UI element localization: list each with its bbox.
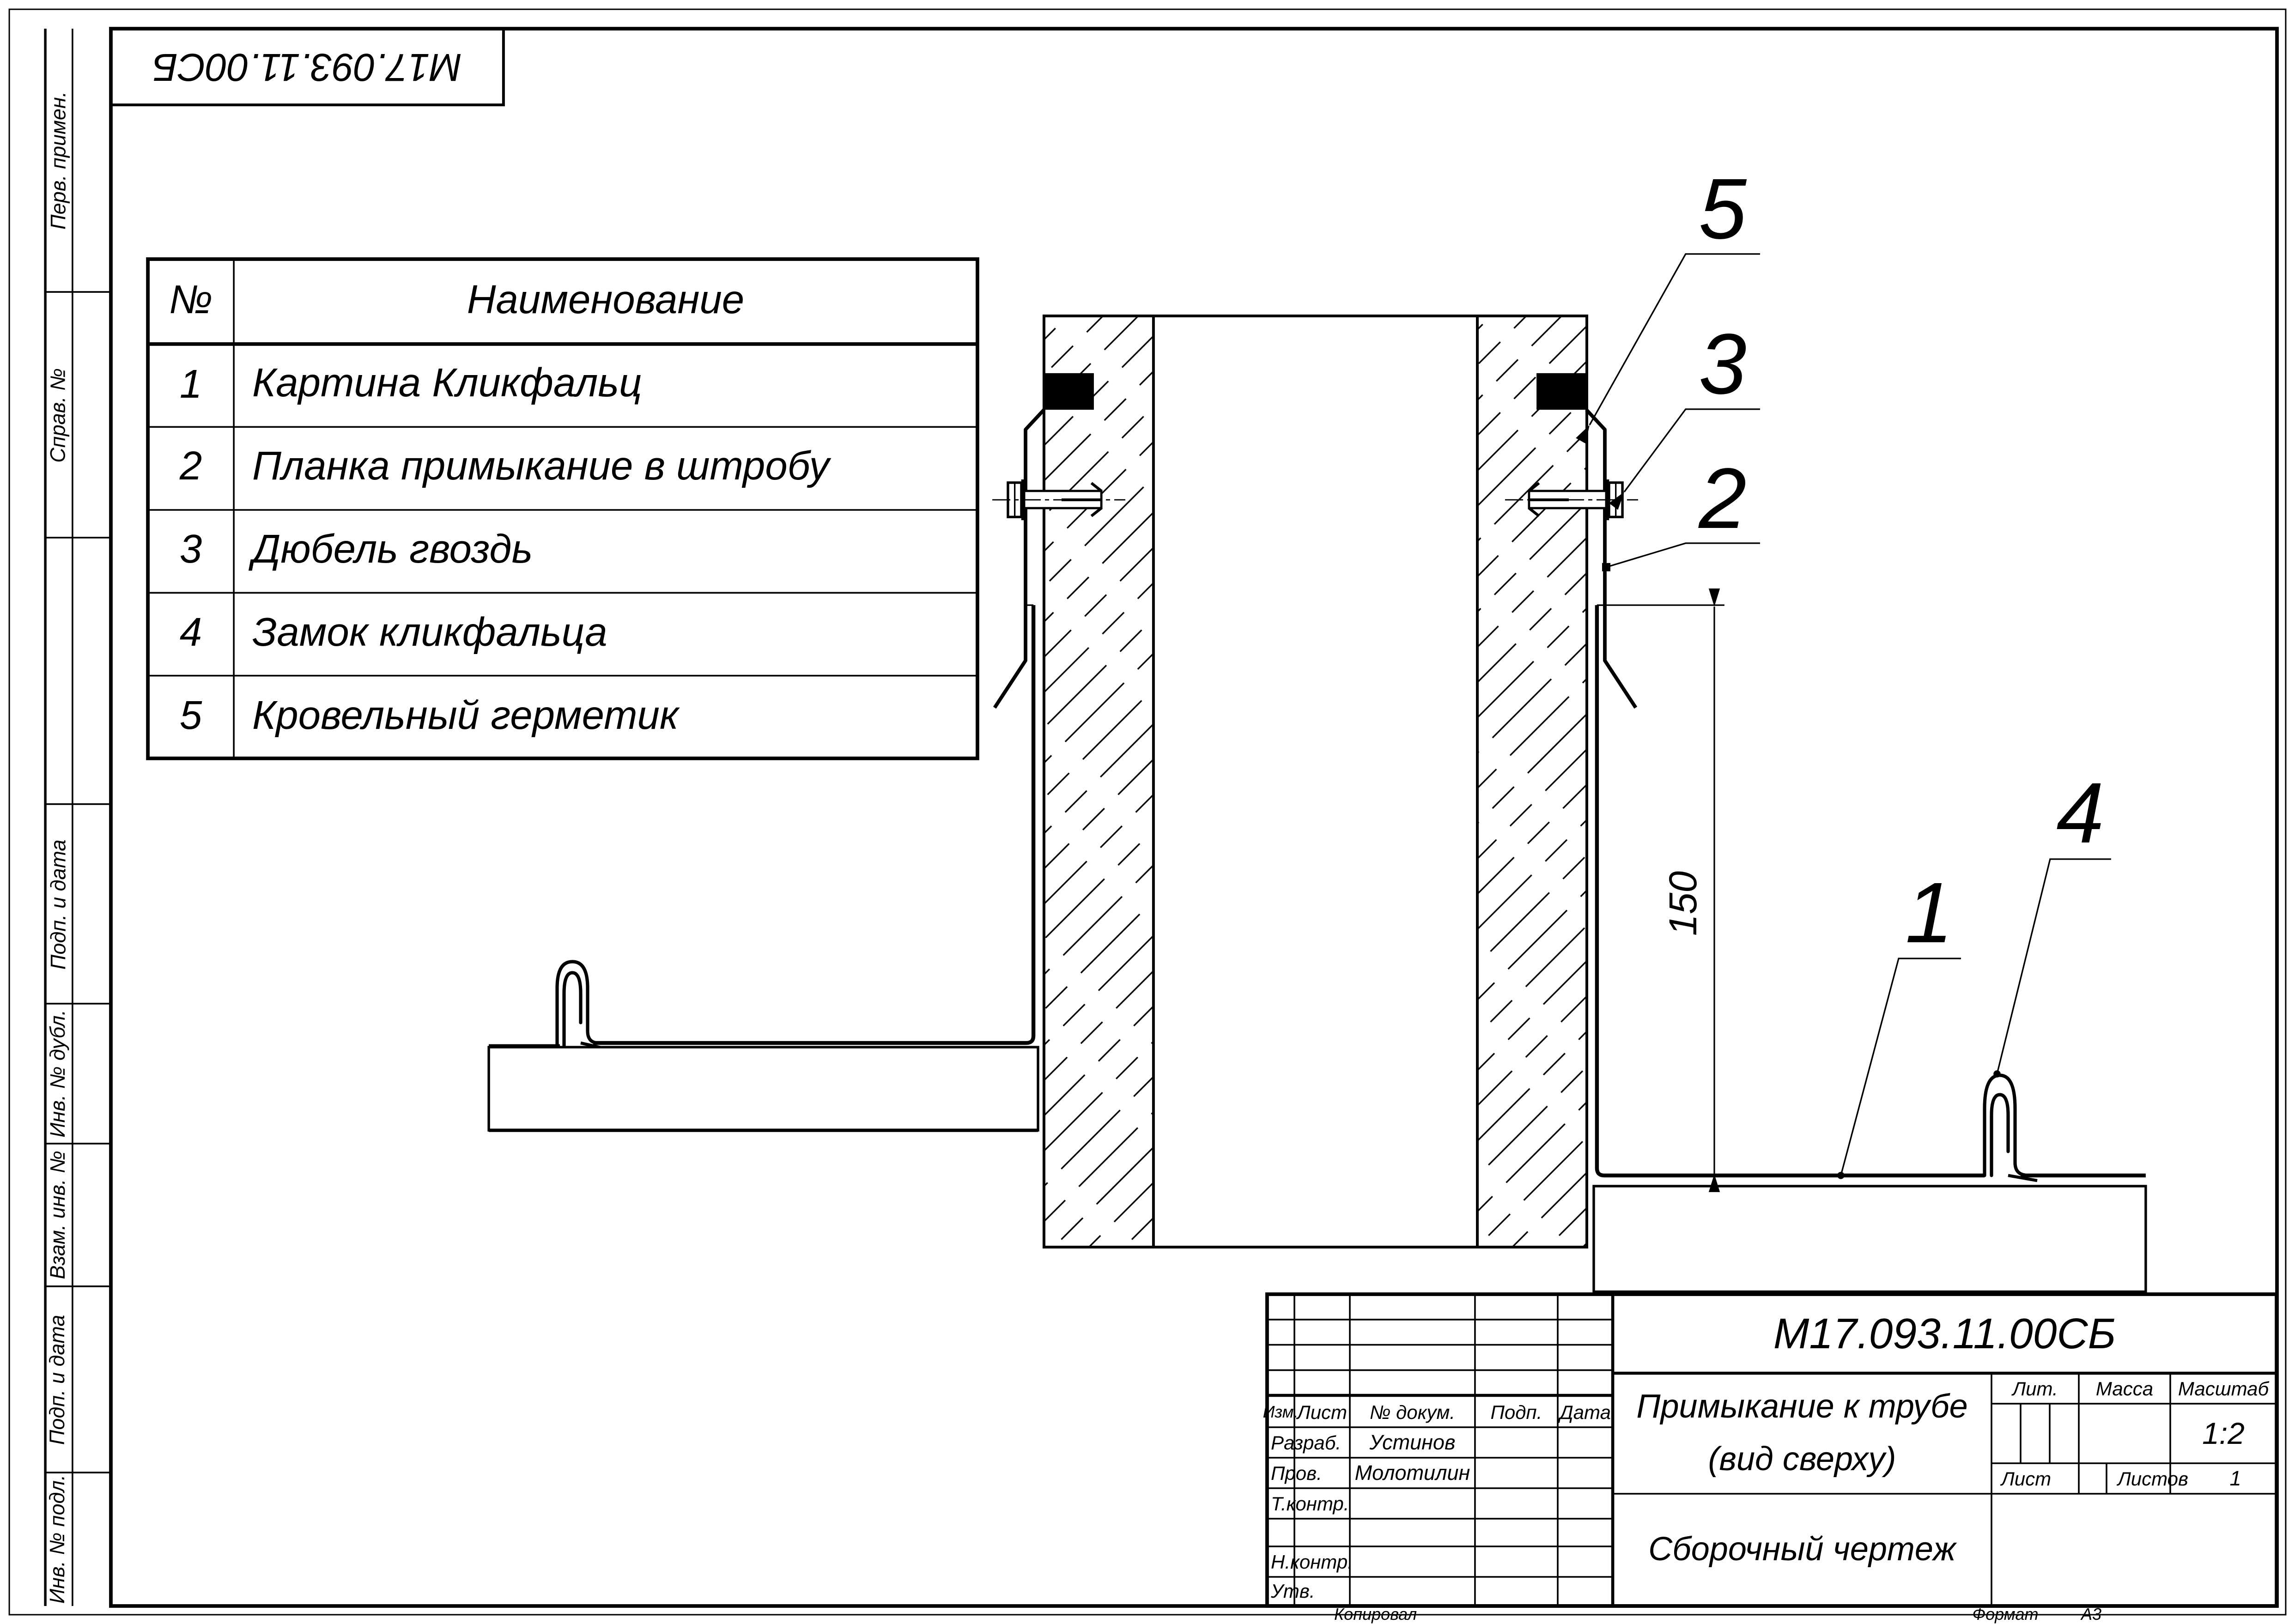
parts-col-name: Наименование: [467, 279, 745, 323]
margin-label-vzam-inv-no: Взам. инв. №: [47, 1151, 71, 1279]
margin-label-podp-i-data-2: Подп. и дата: [47, 1314, 71, 1445]
sealant-right: [1536, 373, 1586, 410]
footer-format-label: Формат: [1972, 1605, 2039, 1624]
parts-row-num: 1: [179, 363, 202, 407]
dimension-150-value: 150: [1661, 871, 1705, 936]
tb-col-izm: Изм.: [1263, 1401, 1299, 1421]
tb-lit: Лит.: [2012, 1377, 2058, 1400]
callout-1-dot: [1837, 1172, 1845, 1179]
margin-label-inv-no-dubl: Инв. № дубл.: [47, 1010, 71, 1138]
tb-col-doc: № докум.: [1369, 1400, 1455, 1423]
tb-name-prov: Молотилин: [1354, 1461, 1470, 1485]
tb-title-line1: Примыкание к трубе: [1636, 1388, 1968, 1426]
tb-row-prov: Пров.: [1271, 1462, 1322, 1484]
tb-col-list: Лист: [1297, 1400, 1348, 1423]
parts-col-num: №: [169, 279, 213, 323]
tb-scale-value: 1:2: [2202, 1415, 2245, 1450]
callout-4: 4: [2056, 765, 2104, 861]
tb-row-razrab: Разраб.: [1271, 1431, 1342, 1454]
tb-col-data: Дата: [1560, 1400, 1611, 1423]
tb-row-tkontr: Т.контр.: [1271, 1492, 1349, 1515]
roof-deck-left: [489, 1047, 1038, 1130]
tb-listov-value: 1: [2229, 1466, 2241, 1491]
parts-row-name: Планка примыкание в штробу: [252, 445, 830, 490]
roof-deck-right: [1594, 1186, 2146, 1292]
pipe-wall-right: [1477, 316, 1587, 1247]
parts-row-name: Дюбель гвоздь: [252, 528, 533, 572]
tb-listov: Листов: [2118, 1467, 2188, 1490]
sealant-left: [1044, 373, 1094, 410]
margin-label-podp-i-data-1: Подп. и дата: [47, 839, 71, 969]
parts-row-num: 3: [179, 528, 202, 573]
margin-label-sprav-no: Справ. №: [46, 367, 70, 462]
callout-2-dot: [1602, 563, 1610, 571]
tb-row-nkontr: Н.контр.: [1271, 1551, 1353, 1573]
stamp-designation: М17.093.11.00СБ: [152, 46, 462, 89]
tb-masshtab: Масштаб: [2178, 1377, 2269, 1400]
tb-doc-type: Сборочный чертеж: [1648, 1530, 1956, 1568]
tb-name-razrab: Устинов: [1369, 1430, 1456, 1454]
parts-row-num: 4: [179, 611, 202, 656]
margin-label-perv-primen: Перв. примен.: [47, 91, 71, 230]
parts-row-name: Кровельный герметик: [252, 693, 679, 738]
tb-title-line2: (вид сверху): [1708, 1441, 1896, 1479]
parts-row-num: 2: [179, 445, 202, 490]
tb-massa: Масса: [2095, 1377, 2154, 1400]
tb-col-podp: Подп.: [1490, 1400, 1542, 1423]
parts-row-name: Картина Кликфальц: [252, 362, 642, 406]
callout-2: 2: [1699, 451, 1747, 546]
margin-label-inv-no-podl: Инв. № подл.: [47, 1475, 71, 1604]
tb-row-utv: Утв.: [1271, 1580, 1315, 1602]
footer-kopiroval: Копировал: [1334, 1605, 1417, 1624]
footer-format-value: А3: [2081, 1605, 2102, 1624]
callout-5: 5: [1699, 161, 1747, 257]
callout-3: 3: [1699, 316, 1747, 412]
pipe-wall-left: [1044, 316, 1154, 1247]
callout-1: 1: [1905, 865, 1953, 961]
callout-4-dot: [1993, 1070, 2001, 1078]
parts-row-name: Замок кликфальца: [252, 611, 607, 655]
tb-designation: М17.093.11.00СБ: [1773, 1309, 2116, 1357]
tb-list: Лист: [2001, 1467, 2052, 1490]
parts-row-num: 5: [179, 694, 202, 739]
